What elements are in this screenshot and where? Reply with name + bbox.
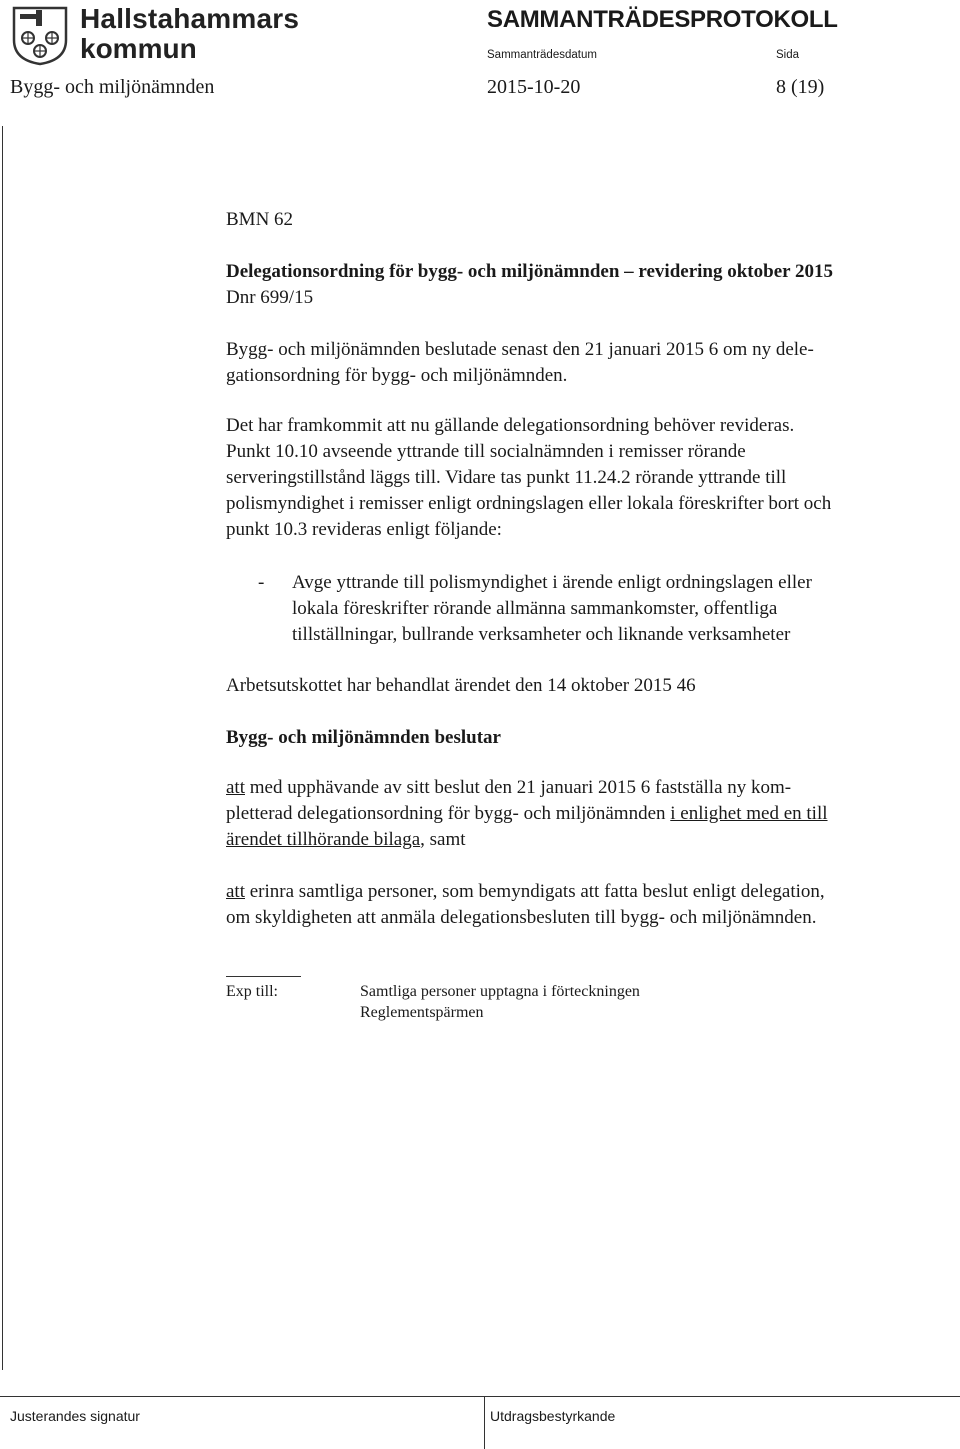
margin-rule: [2, 126, 3, 1370]
certification-label: Utdragsbestyrkande: [490, 1408, 616, 1424]
att-keyword: att: [226, 777, 245, 798]
decision-text: erinra samtliga personer, som bemyndigats att fatta beslut enligt delegation,: [245, 881, 825, 902]
paragraph-line: Det har framkommit att nu gällande delegationsordning behöver revideras.: [226, 415, 795, 436]
logo-wordmark: [80, 4, 299, 64]
coat-of-arms-icon: [10, 4, 70, 66]
bullet-line: Avge yttrande till polismyndighet i ärende enligt ordningslagen eller: [292, 572, 812, 593]
document-type: SAMMANTRÄDESPROTOKOLL: [487, 6, 838, 33]
decision-item-2: [226, 879, 941, 931]
footer-divider: [484, 1396, 485, 1449]
bullet-line: lokala föreskrifter rörande allmänna sammankomster, offentliga: [292, 598, 778, 619]
paragraph-line: punkt 10.3 revideras enligt följande:: [226, 519, 502, 540]
decision-text: , samt: [420, 829, 466, 850]
page-number: 8 (19): [776, 76, 825, 98]
paragraph-background: [226, 337, 941, 389]
recipient: Reglementspärmen: [360, 1004, 484, 1021]
committee-name: Bygg- och miljönämnden: [10, 76, 215, 98]
decision-underlined: ärendet tillhörande bilaga: [226, 829, 421, 850]
expedition-recipients: [360, 981, 640, 1023]
municipality-logo: [10, 3, 300, 66]
decision-text: pletterad delegationsordning för bygg- och miljönämnden: [226, 803, 671, 824]
committee-note: Arbetsutskottet har behandlat ärendet den 14 oktober 2015 46: [226, 675, 696, 696]
signature-label: Justerandes signatur: [10, 1408, 140, 1424]
bullet-marker: -: [258, 572, 265, 593]
meeting-date: 2015-10-20: [487, 76, 581, 98]
paragraph-line: polismyndighet i remisser enligt ordningslagen eller lokala föreskrifter bort och: [226, 493, 832, 514]
att-keyword: att: [226, 881, 245, 902]
case-dnr: Dnr 699/15: [226, 287, 314, 308]
decision-text: med upphävande av sitt beslut den 21 januari 2015 6 fastställa ny kom-: [245, 777, 792, 798]
expedition-label: Exp till:: [226, 983, 278, 1000]
logo-line2: kommun: [80, 33, 197, 64]
logo-line1: Hallstahammars: [80, 3, 300, 34]
recipient: Samtliga personer upptagna i förteckningen: [360, 983, 640, 1000]
footer-rule: [0, 1396, 960, 1397]
paragraph-line: Punkt 10.10 avseende yttrande till socialnämnden i remisser rörande: [226, 441, 746, 462]
decision-text: om skyldigheten att anmäla delegationsbesluten till bygg- och miljönämnden.: [226, 907, 817, 928]
page-label: Sida: [776, 49, 800, 61]
paragraph-line: gationsordning för bygg- och miljönämnden.: [226, 365, 568, 386]
bullet-line: tillställningar, bullrande verksamheter och liknande verksamheter: [292, 624, 791, 645]
case-number: BMN 62: [226, 209, 294, 230]
paragraph-line: serveringstillstånd läggs till. Vidare tas punkt 11.24.2 rörande yttrande till: [226, 467, 787, 488]
paragraph-line: Bygg- och miljönämnden beslutade senast den 21 januari 2015 6 om ny dele-: [226, 339, 814, 360]
decision-heading: Bygg- och miljönämnden beslutar: [226, 727, 501, 748]
decision-underlined: i enlighet med en till: [670, 803, 828, 824]
expedition-divider: [226, 976, 301, 977]
bullet-item: [292, 570, 912, 648]
case-title: Delegationsordning för bygg- och miljönämnden – revidering oktober 2015: [226, 261, 833, 282]
date-label: Sammanträdesdatum: [487, 49, 597, 61]
paragraph-revision: [226, 413, 941, 543]
decision-item-1: [226, 775, 941, 853]
